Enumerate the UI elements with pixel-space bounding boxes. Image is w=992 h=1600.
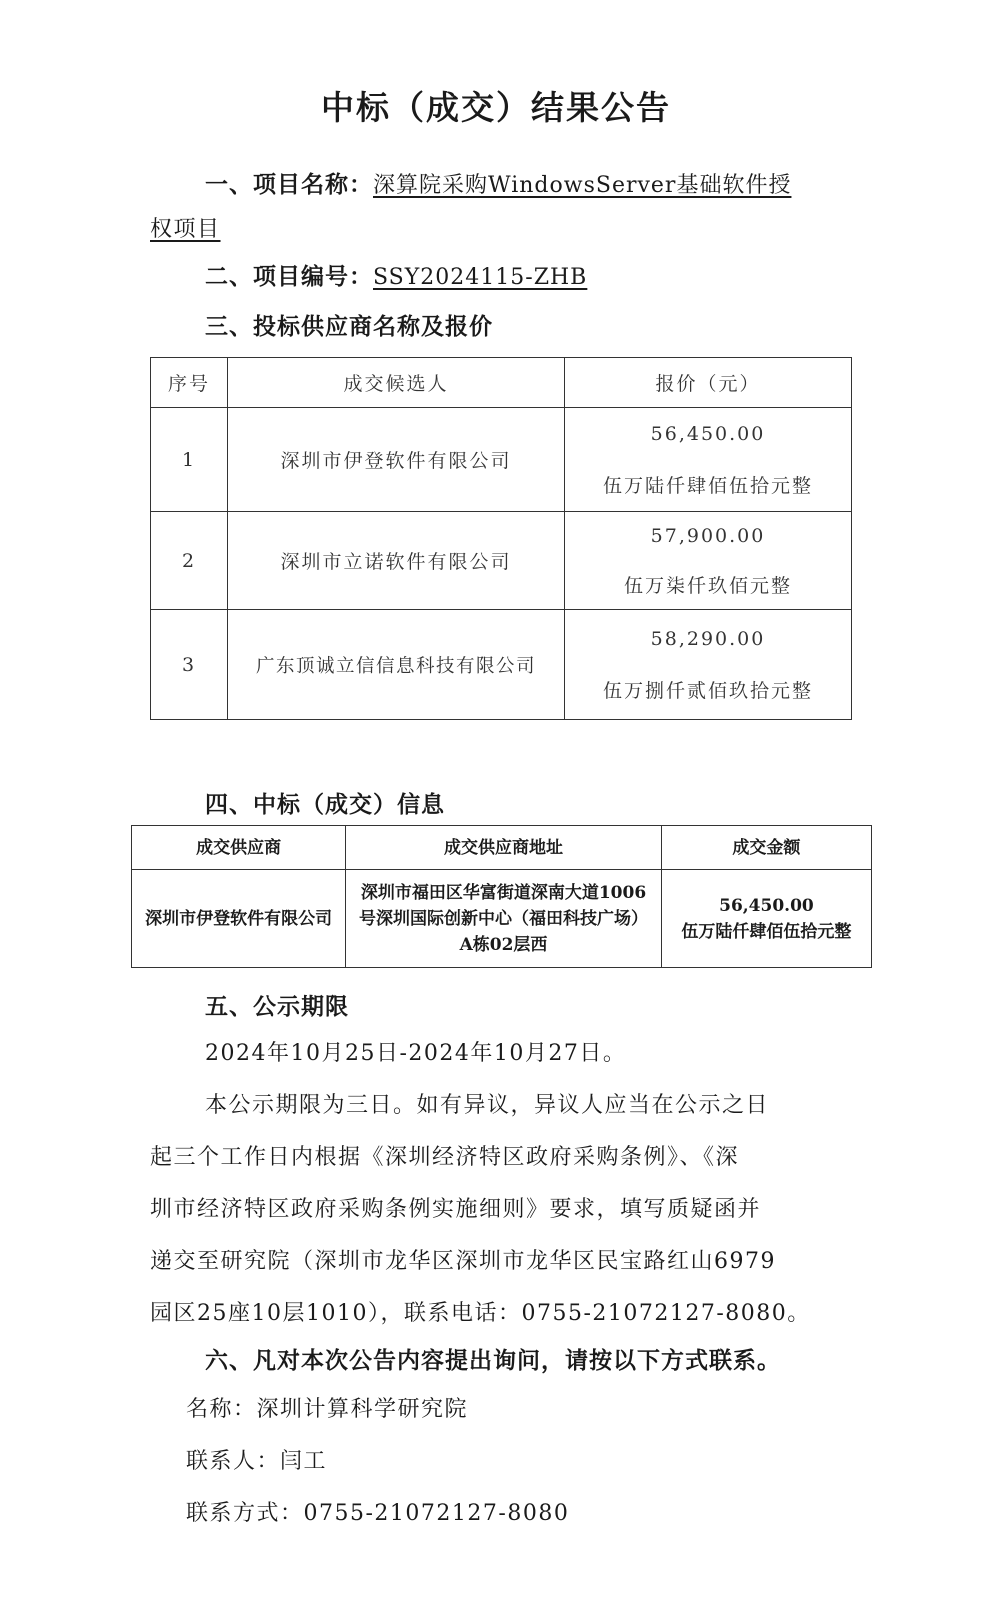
bid-table-header: [151, 358, 852, 408]
contact-name: 名称：深圳计算科学研究院: [186, 1397, 469, 1422]
contact-phone: 联系方式：0755-21072127-8080: [186, 1501, 570, 1526]
award-amount-words: 伍万陆仟肆佰伍拾元整: [681, 921, 852, 942]
award-supplier: 深圳市伊登软件有限公司: [132, 870, 346, 968]
award-table: [131, 825, 872, 968]
row-price: [565, 408, 852, 512]
table-row: [151, 512, 852, 610]
row-price: [565, 512, 852, 610]
notice-line: 园区25座10层1010），联系电话：0755-21072127-8080。: [150, 1301, 811, 1326]
section-bidders-heading: 三、投标供应商名称及报价: [205, 314, 493, 340]
col-header-candidate: 成交候选人: [228, 358, 565, 408]
col-header-address: 成交供应商地址: [346, 826, 662, 870]
section-contact-heading: 六、凡对本次公告内容提出询问，请按以下方式联系。: [205, 1348, 781, 1374]
row-candidate: 深圳市立诺软件有限公司: [228, 512, 565, 610]
price-amount: 56,450.00: [650, 422, 766, 445]
table-row: [151, 408, 852, 512]
price-amount: 58,290.00: [650, 627, 766, 650]
row-price: [565, 610, 852, 720]
notice-period: 2024年10月25日-2024年10月27日。: [205, 1041, 627, 1066]
award-amount-cell: [661, 870, 871, 968]
project-number-label: 二、项目编号：: [205, 264, 373, 290]
row-candidate: 广东顶诚立信信息科技有限公司: [228, 610, 565, 720]
row-candidate: 深圳市伊登软件有限公司: [228, 408, 565, 512]
page-title: 中标（成交）结果公告: [321, 88, 671, 127]
notice-line: 本公示期限为三日。如有异议，异议人应当在公示之日: [205, 1093, 770, 1118]
table-row: [132, 870, 872, 968]
section-project-number: [205, 258, 587, 291]
price-amount: 57,900.00: [650, 524, 766, 547]
row-no: 3: [151, 610, 228, 720]
col-header-price: 报价（元）: [565, 358, 852, 408]
award-address: 深圳市福田区华富街道深南大道1006号深圳国际创新中心（福田科技广场）A栋02层西: [346, 870, 662, 968]
notice-line: 起三个工作日内根据《深圳经济特区政府采购条例》、《深: [150, 1145, 740, 1170]
award-amount: 56,450.00: [719, 895, 814, 916]
notice-line: 递交至研究院（深圳市龙华区深圳市龙华区民宝路红山6979: [150, 1249, 776, 1274]
section-award-heading: 四、中标（成交）信息: [205, 792, 445, 818]
col-header-no: 序号: [151, 358, 228, 408]
contact-person: 联系人：闫工: [186, 1449, 328, 1474]
section-project-name: [205, 166, 791, 199]
price-amount-words: 伍万捌仟贰佰玖拾元整: [602, 679, 813, 702]
row-no: 1: [151, 408, 228, 512]
row-no: 2: [151, 512, 228, 610]
project-name-label: 一、项目名称：: [205, 172, 373, 198]
col-header-amount: 成交金额: [661, 826, 871, 870]
bid-table: [150, 357, 852, 720]
col-header-supplier: 成交供应商: [132, 826, 346, 870]
table-row: [151, 610, 852, 720]
notice-line: 圳市经济特区政府采购条例实施细则》要求，填写质疑函并: [150, 1197, 762, 1222]
award-table-header: [132, 826, 872, 870]
project-name-value: 深算院采购WindowsServer基础软件授: [373, 173, 792, 198]
section-period-heading: 五、公示期限: [205, 994, 349, 1020]
price-amount-words: 伍万柒仟玖佰元整: [623, 574, 792, 597]
project-name-value-cont: 权项目: [150, 217, 221, 242]
notice-body: [150, 1080, 850, 1340]
price-amount-words: 伍万陆仟肆佰伍拾元整: [602, 474, 813, 497]
project-number-value: SSY2024115-ZHB: [373, 265, 588, 290]
